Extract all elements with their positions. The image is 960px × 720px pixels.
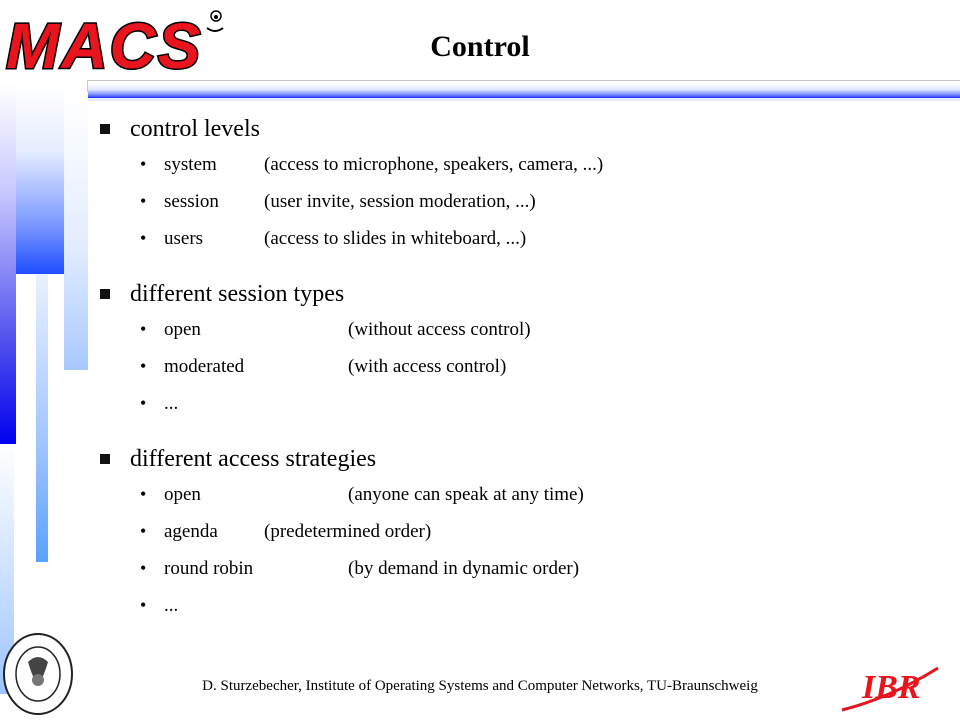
ibr-logo-text: IBR [862,669,921,706]
bullet-dot-icon: • [140,228,147,248]
item-desc: (anyone can speak at any time) [348,483,584,505]
list-item [140,220,926,257]
item-term: ... [164,594,179,616]
item-desc: (with access control) [348,355,507,377]
item-term: system [164,153,217,175]
decor-bar [64,98,88,370]
bullet-dot-icon: • [140,521,147,541]
decor-bar [0,84,16,444]
header-divider [88,80,960,81]
item-term: users [164,227,204,249]
item-desc: (without access control) [348,318,531,340]
ibr-logo [840,658,940,718]
section-heading [96,442,926,476]
section-heading-text: different session types [130,280,345,307]
item-term: agenda [164,520,218,542]
footer-text: D. Sturzebecher, Institute of Operating Systems and Computer Networks, TU-Braunschweig [202,678,758,694]
list-item [140,348,926,385]
item-term: round robin [164,557,254,579]
list-item [140,587,926,624]
item-desc: (predetermined order) [264,520,432,542]
square-bullet-icon [100,289,110,299]
item-term: ... [164,392,179,414]
list-item [140,146,926,183]
item-term: open [164,318,201,340]
item-desc: (access to slides in whiteboard, ...) [264,227,527,249]
section-heading-text: control levels [130,115,260,142]
item-desc: (access to microphone, speakers, camera, ...) [264,153,604,175]
macs-logo-text: MACS [6,10,203,80]
list-item [140,513,926,550]
section-session-types [96,277,926,422]
section-control-levels [96,112,926,257]
list-item [140,183,926,220]
item-term: session [164,190,219,212]
item-term: moderated [164,355,245,377]
item-desc: (user invite, session moderation, ...) [264,190,536,212]
bullet-dot-icon: • [140,154,147,174]
page-title: Control [430,30,530,63]
section-heading [96,112,926,146]
bullet-dot-icon: • [140,558,147,578]
bullet-dot-icon: • [140,595,147,615]
square-bullet-icon [100,124,110,134]
slide-content [96,112,926,644]
bullet-dot-icon: • [140,484,147,504]
bullet-dot-icon: • [140,393,147,413]
item-desc: (by demand in dynamic order) [348,557,580,579]
section-heading-text: different access strategies [130,445,377,472]
item-term: open [164,483,201,505]
list-item [140,311,926,348]
list-item [140,385,926,422]
section-heading [96,277,926,311]
list-item [140,550,926,587]
bullet-dot-icon: • [140,191,147,211]
header-gradient-band [88,84,960,98]
university-seal-icon [2,632,74,716]
decor-bar [16,84,64,274]
bullet-dot-icon: • [140,319,147,339]
square-bullet-icon [100,454,110,464]
section-access-strategies [96,442,926,624]
decor-bar [36,274,48,562]
bullet-dot-icon: • [140,356,147,376]
list-item [140,476,926,513]
